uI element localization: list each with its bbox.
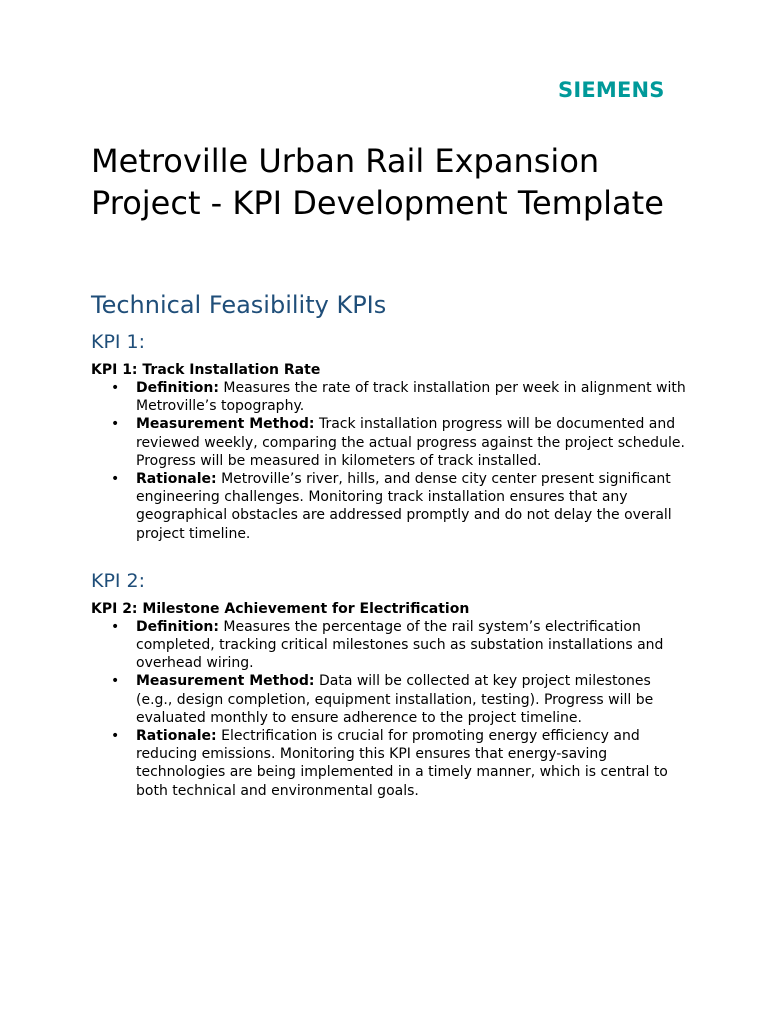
kpi-2-measurement-method <box>91 672 691 727</box>
kpi-1-measurement-method <box>91 415 691 470</box>
bullet-icon: • <box>111 471 120 488</box>
document-title: Metroville Urban Rail Expansion Project - KPI Development Template <box>91 142 664 222</box>
kpi-2-definition-text: Measures the percentage of the rail system’s electrification completed, tracking critical milestones such as substation installations and overhead wiring. <box>136 618 664 672</box>
bullet-icon: • <box>111 728 120 745</box>
siemens-logo: SIEMENS <box>558 78 665 102</box>
kpi-1-rationale-text: Metroville’s river, hills, and dense city center present significant engineering challenges. Monitoring track installation ensures that any geographical obstacles are addressed promptly and do not delay the overall project timeline. <box>136 471 672 542</box>
kpi-1-rationale <box>91 470 691 543</box>
kpi-2-list <box>91 618 691 800</box>
kpi-1-measurement-method-term: Measurement Method: <box>136 416 315 433</box>
kpi-2-definition-term: Definition: <box>136 618 219 635</box>
kpi-1-definition-text: Measures the rate of track installation per week in alignment with Metroville’s topography. <box>136 380 686 415</box>
kpi-2-heading: KPI 2: <box>91 569 146 592</box>
bullet-icon: • <box>111 618 120 635</box>
kpi-2-rationale <box>91 727 691 800</box>
kpi-1-definition <box>91 379 691 415</box>
bullet-icon: • <box>111 380 120 396</box>
kpi-2-definition <box>91 618 691 673</box>
bullet-icon: • <box>111 416 120 433</box>
kpi-1-definition-term: Definition: <box>136 380 219 396</box>
kpi-1-heading: KPI 1: <box>91 331 146 353</box>
kpi-2-subtitle: KPI 2: Milestone Achievement for Electrification <box>91 600 470 617</box>
kpi-2-rationale-term: Rationale: <box>136 728 217 745</box>
kpi-1-list <box>91 379 691 543</box>
bullet-icon: • <box>111 673 120 690</box>
kpi-2-rationale-text: Electrification is crucial for promoting energy efficiency and reducing emissions. Monitoring this KPI ensures that energy-saving technologies are being implemented in a timely manner, which is central to both technical and environmental goals. <box>136 728 668 799</box>
document-page <box>91 140 691 800</box>
section-heading-technical-feasibility: Technical Feasibility KPIs <box>91 291 387 319</box>
kpi-1-measurement-method-text: Track installation progress will be documented and reviewed weekly, comparing the actual progress against the project schedule. Progress will be measured in kilometers of track installed. <box>136 416 685 469</box>
kpi-1-rationale-term: Rationale: <box>136 471 217 488</box>
kpi-1-subtitle: KPI 1: Track Installation Rate <box>91 362 321 378</box>
kpi-2-measurement-method-text: Data will be collected at key project milestones (e.g., design completion, equipment installation, testing). Progress will be evaluated monthly to ensure adherence to the project timeline. <box>136 673 654 726</box>
kpi-2-measurement-method-term: Measurement Method: <box>136 673 315 690</box>
